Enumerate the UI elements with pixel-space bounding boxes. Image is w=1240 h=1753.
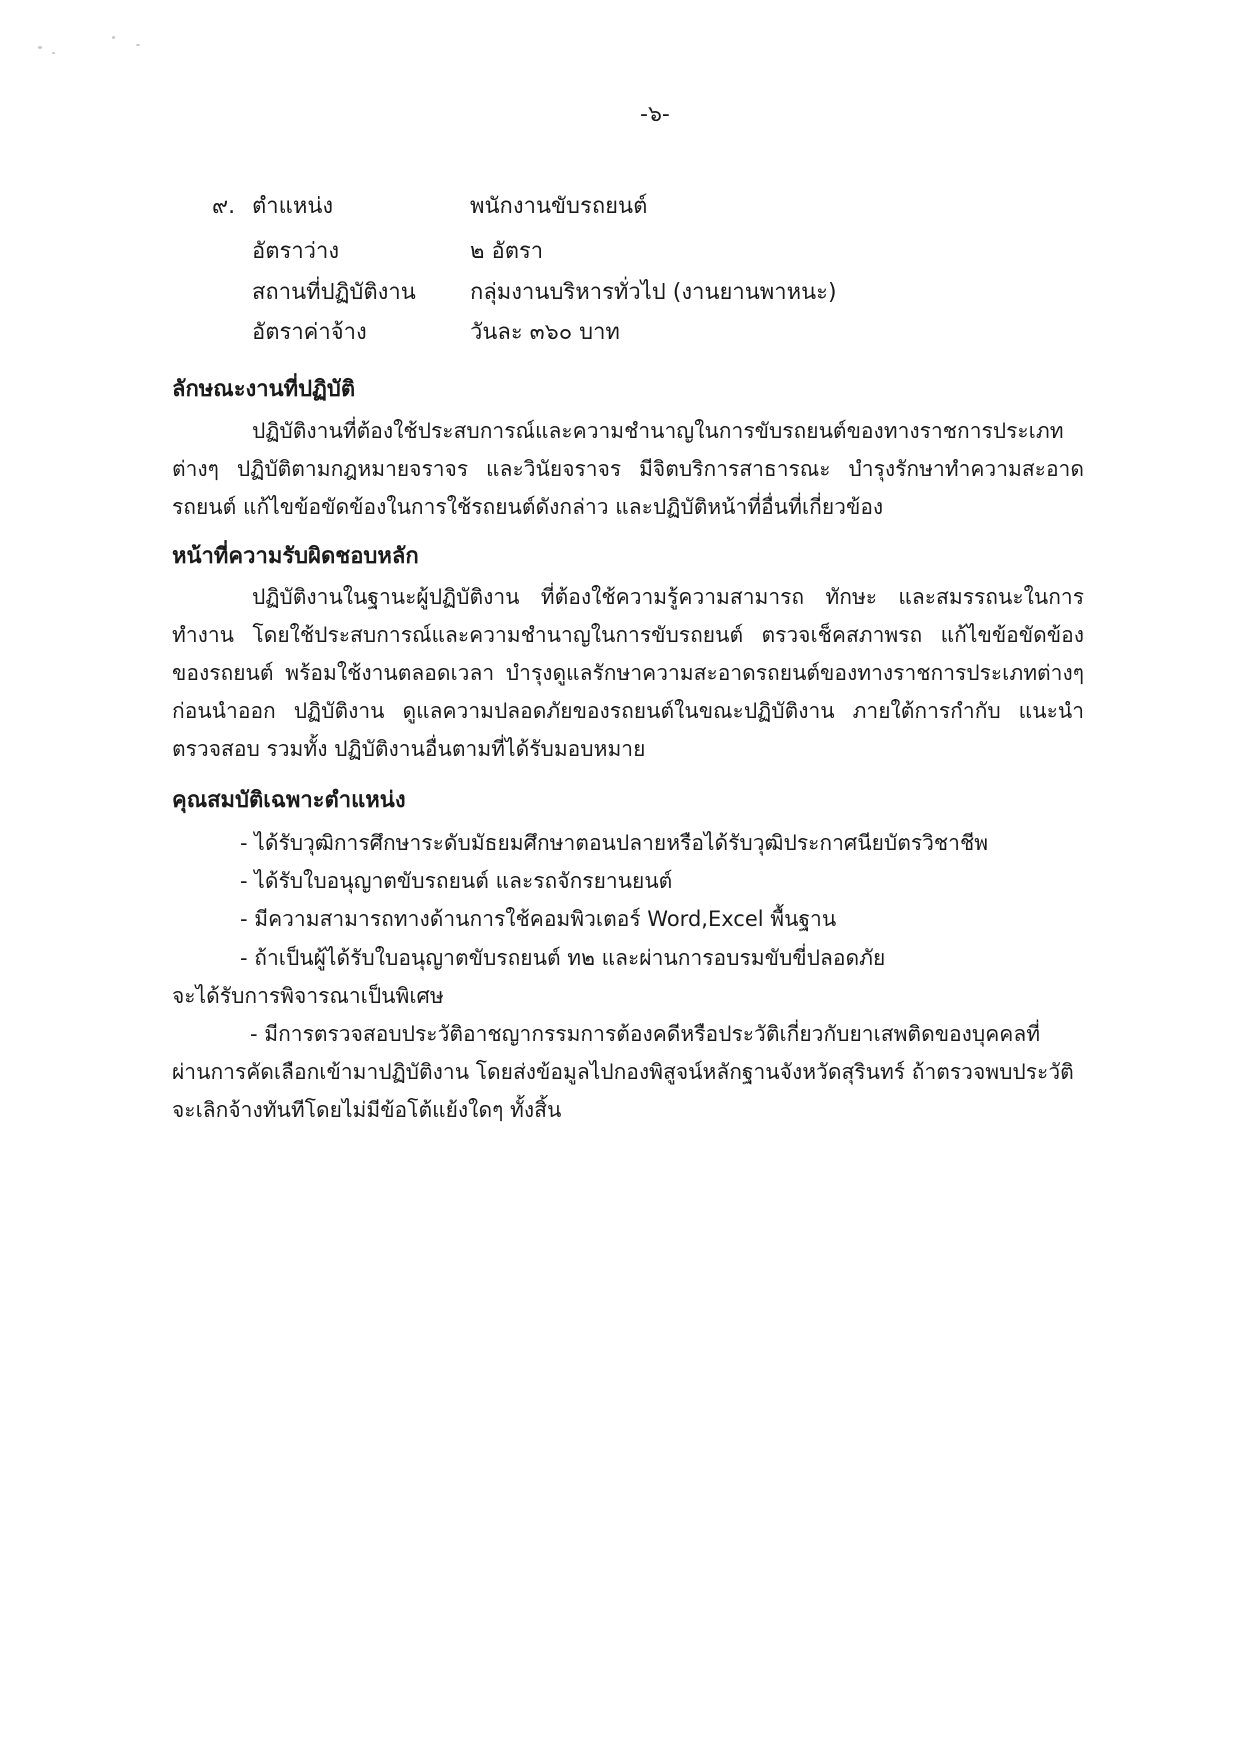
wage-value: วันละ ๓๖๐ บาท (470, 320, 620, 345)
wage-label: อัตราค่าจ้าง (252, 320, 367, 345)
scan-speck (136, 44, 140, 46)
qualifications-heading: คุณสมบัติเฉพาะตำแหน่ง (172, 788, 406, 813)
workplace-value: กลุ่มงานบริหารทั่วไป (งานยานพาหนะ) (470, 280, 837, 305)
page-number: -๖- (640, 102, 670, 127)
duties-heading: หน้าที่ความรับผิดชอบหลัก (172, 544, 419, 569)
vacancies-value: ๒ อัตรา (470, 239, 544, 264)
background-check-line: จะเลิกจ้างทันทีโดยไม่มีข้อโต้แย้งใดๆ ทั้งสิ้น (172, 1098, 562, 1122)
duties-paragraph: ปฏิบัติงานในฐานะผู้ปฏิบัติงาน ที่ต้องใช้ความรู้ความสามารถ ทักษะ และสมรรถนะในการทำงาน โดยใช้ประสบการณ์และความชำนาญในการขับรถยนต์ ตรวจเช็คสภาพรถ แก้ไขข้อขัดข้องของรถยนต์ พร้อมใช้งานตลอดเวลา บำรุงดูแลรักษาความสะอาดรถยนต์ของทางราชการประเภทต่างๆ ก่อนนำออก ปฏิบัติงาน ดูแลความปลอดภัยของรถยนต์ในขณะปฏิบัติงาน ภายใต้การกำกับ แนะนำ ตรวจสอบ รวมทั้ง ปฏิบัติงานอื่นตามที่ได้รับมอบหมาย (172, 585, 1084, 761)
job-nature-heading: ลักษณะงานที่ปฏิบัติ (172, 377, 356, 402)
qualification-item: - ถ้าเป็นผู้ได้รับใบอนุญาตขับรถยนต์ ท๒ และผ่านการอบรมขับขี่ปลอดภัย (240, 946, 886, 970)
scan-speck (38, 46, 42, 49)
qualification-item: - ได้รับใบอนุญาตขับรถยนต์ และรถจักรยานยนต์ (240, 869, 673, 893)
position-title-label: ตำแหน่ง (252, 194, 334, 219)
background-check-line: ผ่านการคัดเลือกเข้ามาปฏิบัติงาน โดยส่งข้อมูลไปกองพิสูจน์หลักฐานจังหวัดสุรินทร์ ถ้าตรวจพบประวัติ (172, 1060, 1074, 1084)
scan-speck (52, 52, 55, 54)
background-check-line: - มีการตรวจสอบประวัติอาชญากรรมการต้องคดีหรือประวัติเกี่ยวกับยาเสพติดของบุคคลที่ (250, 1022, 1041, 1046)
scan-speck (112, 36, 115, 39)
qualification-item-continuation: จะได้รับการพิจารณาเป็นพิเศษ (172, 984, 444, 1008)
qualification-item: - ได้รับวุฒิการศึกษาระดับมัธยมศึกษาตอนปลายหรือได้รับวุฒิประกาศนียบัตรวิชาชีพ (240, 831, 989, 855)
vacancies-label: อัตราว่าง (252, 239, 340, 264)
qualification-item: - มีความสามารถทางด้านการใช้คอมพิวเตอร์ Word,Excel พื้นฐาน (240, 907, 837, 931)
position-number: ๙. (212, 194, 236, 219)
workplace-label: สถานที่ปฏิบัติงาน (252, 280, 416, 305)
job-nature-paragraph: ปฏิบัติงานที่ต้องใช้ประสบการณ์และความชำนาญในการขับรถยนต์ของทางราชการประเภทต่างๆ ปฏิบัติตามกฎหมายจราจร และวินัยจราจร มีจิตบริการสาธารณะ บำรุงรักษาทำความสะอาดรถยนต์ แก้ไขข้อขัดข้องในการใช้รถยนต์ดังกล่าว และปฏิบัติหน้าที่อื่นที่เกี่ยวข้อง (172, 419, 1084, 519)
position-title-value: พนักงานขับรถยนต์ (470, 194, 648, 219)
